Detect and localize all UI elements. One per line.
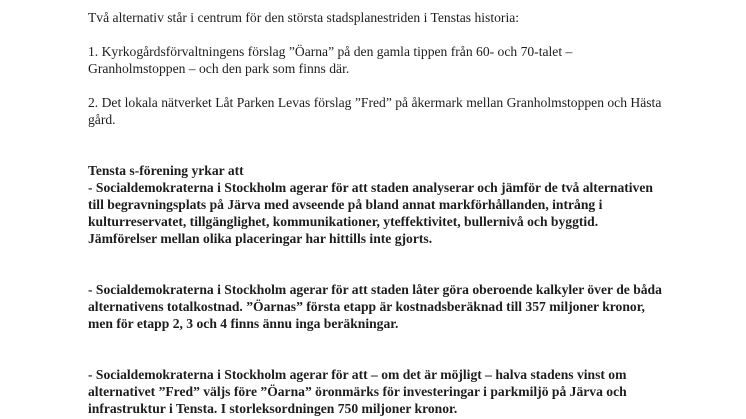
motion-point-1: - Socialdemokraterna i Stockholm agerar för att staden analyserar och jämför de två alternativen till begravningsplats på Järva med avseende på bland annat markförhållanden, intrång i kulturreservatet, tillgänglighet, kommunikationer, yteffektivitet, bullernivå och byggtid. Jämförelser mellan olika placeringar har hittills inte gjorts. bbox=[88, 180, 653, 246]
motion-point-2: - Socialdemokraterna i Stockholm agerar för att staden låter göra oberoende kalkyler över de båda alternativens totalkostnad. ”Öarnas” första etapp är kostnadsberäknad till 357 miljoner kronor, men för etapp 2, 3 och 4 finns ännu inga beräkningar. bbox=[88, 282, 662, 331]
motion-heading: Tensta s-förening yrkar att bbox=[88, 163, 244, 178]
alternative-2-paragraph: 2. Det lokala nätverket Låt Parken Levas förslag ”Fred” på åkermark mellan Granholmstoppen och Hästa gård. bbox=[88, 95, 662, 127]
motion-point-3: - Socialdemokraterna i Stockholm agerar för att – om det är möjligt – halva stadens vinst om alternativet ”Fred” väljs före ”Öarna” öronmärks för investeringar i parkmiljö på Järva och infrastruktur i Tensta. I storleksordningen 750 miljoner kronor. bbox=[88, 367, 627, 416]
alternative-1-paragraph: 1. Kyrkogårdsförvaltningens förslag ”Öarna” på den gamla tippen från 60- och 70-talet – Granholmstoppen – och den park som finns där. bbox=[88, 44, 573, 76]
intro-paragraph: Två alternativ står i centrum för den största stadsplanestriden i Tenstas historia: bbox=[88, 10, 520, 25]
